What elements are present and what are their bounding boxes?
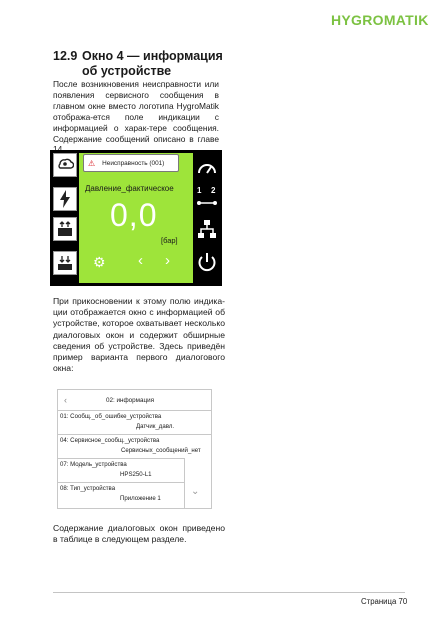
chevron-left-icon[interactable]: ‹ [138, 252, 143, 269]
info-row-key: 07: Модель_устройства [60, 461, 127, 468]
drain-down-icon [53, 251, 77, 275]
chevron-down-icon[interactable]: ⌄ [191, 486, 200, 497]
process-value: 0,0 [110, 197, 158, 233]
info-dialog-screenshot [57, 389, 212, 509]
touch-paragraph: При прикосновении к этому полю индика-ции отображается окно с информацией об устройстве, которое охватывает несколько диалоговых окон и содержит обширные сведения об устройстве. Здесь приведён пример варианта первого диалогового окна: [53, 296, 225, 374]
channel-2-label: 2 [211, 186, 216, 195]
info-row-key: 04: Сервисное_сообщ._устройства [60, 437, 160, 444]
info-row [58, 410, 211, 434]
back-chevron-icon[interactable]: ‹ [64, 395, 67, 405]
channel-1-label: 1 [197, 186, 202, 195]
chevron-right-icon[interactable]: › [165, 252, 170, 269]
gauge-icon[interactable] [195, 155, 219, 179]
network-icon[interactable] [195, 217, 219, 241]
info-row-key: 01: Сообщ._об_ошибке_устройства [60, 413, 162, 420]
info-row-value: HPS250-L1 [120, 471, 152, 478]
scroll-area[interactable] [184, 458, 211, 509]
info-row-value: Датчик_давл. [136, 423, 175, 430]
info-row [58, 434, 211, 458]
info-row-value: Сервисных_сообщений_нет [121, 447, 201, 454]
warning-triangle-icon: ⚠ [88, 158, 96, 168]
power-icon[interactable] [195, 250, 219, 274]
settings-gear-icon[interactable]: ⚙ [93, 254, 106, 270]
power-bolt-icon [53, 187, 77, 211]
fill-up-icon [53, 217, 77, 241]
humidifier-icon [53, 153, 77, 177]
info-row [58, 458, 184, 482]
page-number: Страница 70 [361, 597, 408, 606]
channel-switch-icon[interactable] [195, 185, 219, 209]
alarm-label: Неисправность (001) [102, 159, 165, 167]
process-value-label: Давление_фактическое [85, 184, 174, 193]
info-row [58, 482, 184, 509]
section-title: Окно 4 — информация об устройстве [82, 49, 223, 78]
device-display-screenshot [50, 150, 222, 286]
section-number: 12.9 [53, 49, 78, 63]
hygromatik-logo: HYGROMATIK [331, 12, 429, 28]
intro-paragraph: После возникновения неисправности или появления сервисного сообщения в главном окне вместо логотипа HygroMatik отобража-ется поле индикации с информацией о харак-тере сообщения. Содержание сообщений описано в главе [53, 79, 219, 144]
info-row-value: Приложение 1 [120, 495, 161, 502]
info-row-key: 08: Тип_устройства [60, 485, 116, 492]
process-value-unit: [бар] [161, 236, 178, 245]
footer-divider [53, 592, 405, 593]
alarm-indicator-field[interactable] [83, 154, 179, 172]
dialog-title: 02: информация [106, 397, 155, 404]
closing-paragraph: Содержание диалоговых окон приведено в таблице в следующем разделе. [53, 523, 225, 545]
dialog-header [58, 390, 211, 410]
